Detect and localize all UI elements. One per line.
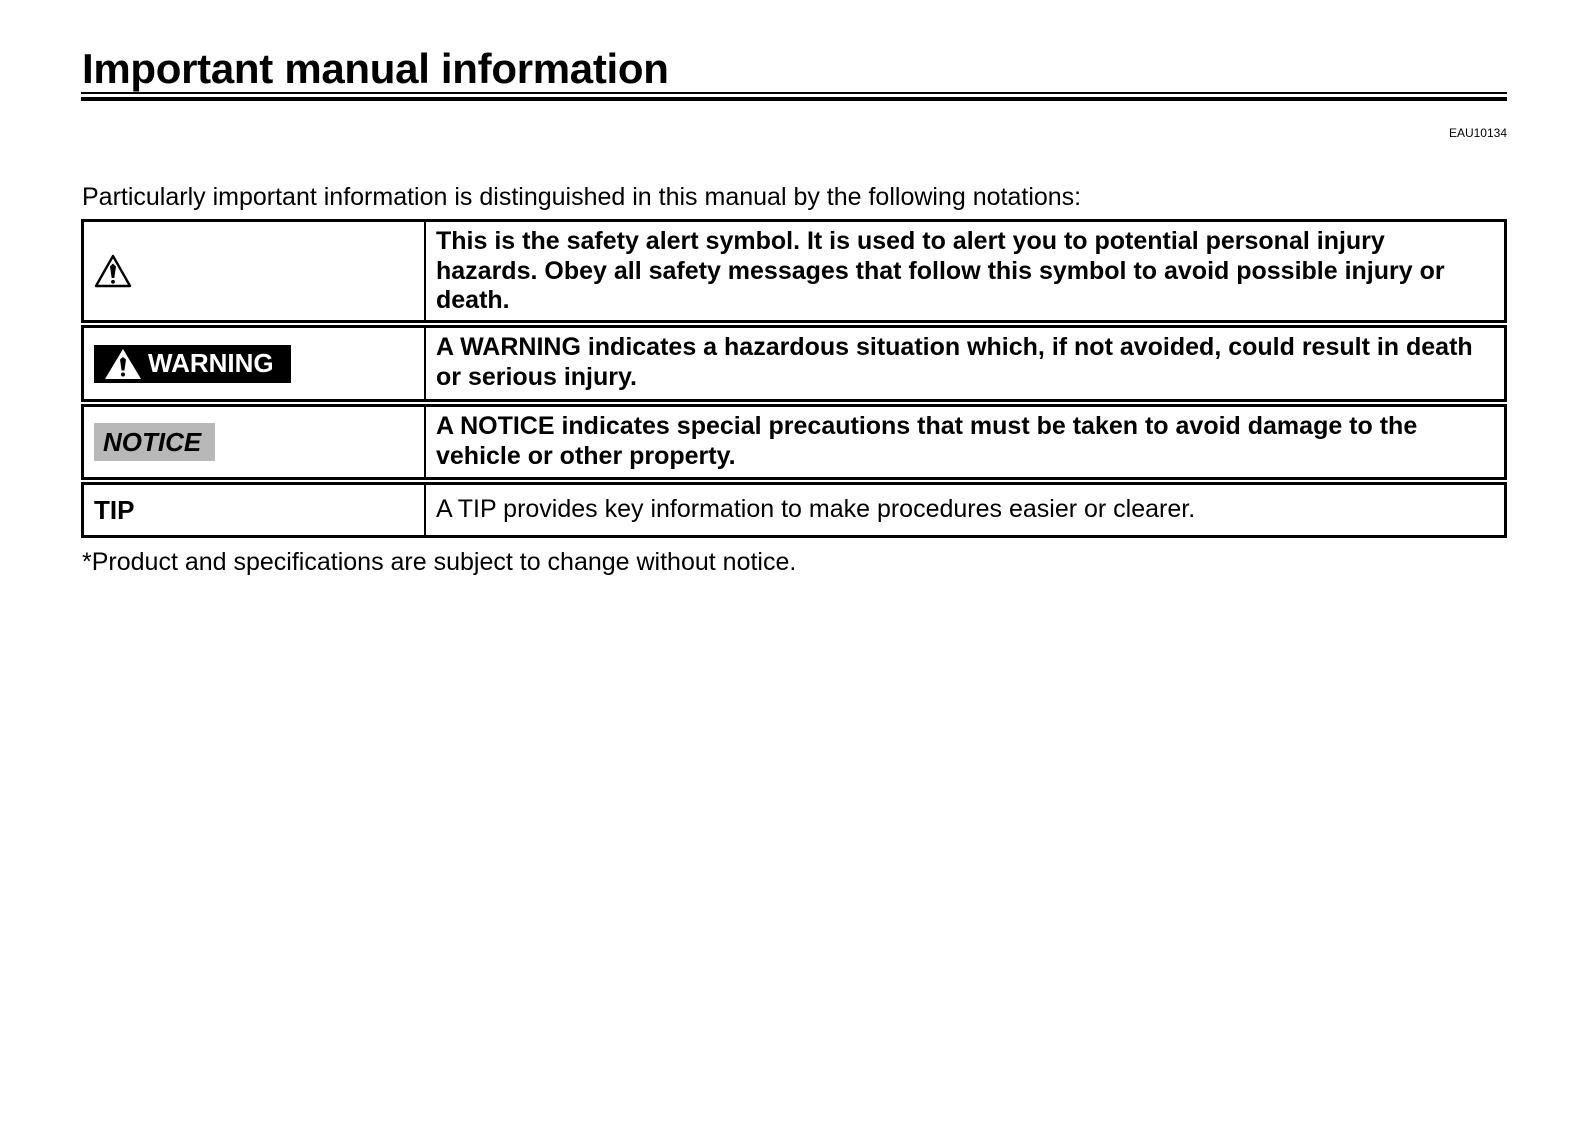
page-title: Important manual information (82, 45, 669, 92)
warning-label: WARNING (148, 348, 274, 378)
notation-description: This is the safety alert symbol. It is used to alert you to potential personal injury hazards. Obey all safety messages that follow this symbol to avoid possible injury or death. (436, 227, 1445, 314)
title-rule-thick (81, 97, 1507, 101)
tip-label: TIP (94, 494, 135, 525)
notice-label: NOTICE (103, 426, 202, 457)
notice-badge (94, 423, 215, 461)
notation-row-warning (81, 325, 1507, 402)
notation-symbol-cell (84, 485, 426, 535)
notation-description: A WARNING indicates a hazardous situation which, if not avoided, could result in death or serious injury. (436, 333, 1473, 391)
warning-badge (94, 345, 291, 383)
document-code: EAU10134 (1448, 126, 1507, 140)
notation-row-safety-alert (81, 219, 1507, 323)
notation-symbol-cell (84, 407, 426, 477)
notation-row-tip (81, 482, 1507, 538)
notation-description: A TIP provides key information to make procedures easier or clearer. (436, 495, 1196, 524)
notation-symbol-cell (84, 328, 426, 399)
notation-symbol-cell (84, 222, 426, 320)
notation-description: A NOTICE indicates special precautions that must be taken to avoid damage to the vehicle or other property. (436, 412, 1418, 470)
title-rule-thin (81, 92, 1507, 94)
safety-alert-icon (94, 254, 132, 288)
notation-row-notice (81, 404, 1507, 480)
intro-text: Particularly important information is distinguished in this manual by the following notations: (82, 183, 1082, 211)
footnote: *Product and specifications are subject to change without notice. (82, 548, 797, 576)
warning-triangle-icon (104, 348, 148, 380)
